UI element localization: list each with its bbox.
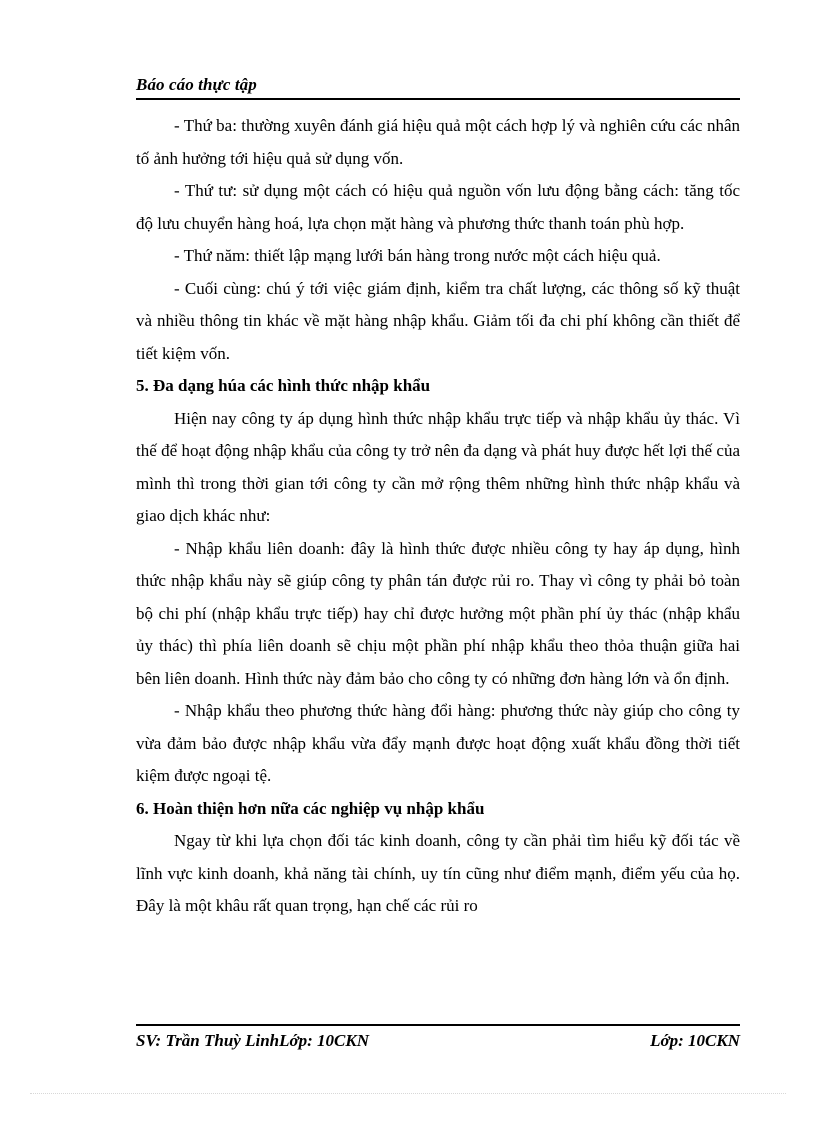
section-heading-5: 5. Đa dạng húa các hình thức nhập khẩu xyxy=(136,376,431,395)
paragraph-thu-tu: - Thứ tư: sử dụng một cách có hiệu quả nguồn vốn lưu động bằng cách: tăng tốc độ lưu chuyển hàng hoá, lựa chọn mặt hàng và phương thức thanh toán phù hợp. xyxy=(136,181,740,233)
paragraph-hang-doi-hang: - Nhập khẩu theo phương thức hàng đổi hàng: phương thức này giúp cho công ty vừa đảm bảo được nhập khẩu vừa đẩy mạnh được hoạt động xuất khẩu đồng thời tiết kiệm được ngoại tệ. xyxy=(136,701,740,785)
section-heading-6: 6. Hoàn thiện hơn nữa các nghiệp vụ nhập khẩu xyxy=(136,798,485,818)
paragraph-thu-ba: - Thứ ba: thường xuyên đánh giá hiệu quả một cách hợp lý và nghiên cứu các nhân tố ảnh hưởng tới hiệu quả sử dụng vốn. xyxy=(136,116,740,168)
paragraph-cuoi-cung: - Cuối cùng: chú ý tới việc giám định, kiểm tra chất lượng, các thông số kỹ thuật và nhiều thông tin khác về mặt hàng nhập khẩu. Giảm tối đa chi phí không cần thiết để tiết kiệm vốn. xyxy=(136,278,740,363)
document-body xyxy=(136,110,740,923)
header-title: Báo cáo thực tập xyxy=(136,75,257,94)
paragraph-hien-nay: Hiện nay công ty áp dụng hình thức nhập khẩu trực tiếp và nhập khẩu ủy thác. Vì thế để hoạt động nhập khẩu của công ty trở nên đa dạng và phát huy được hết lợi thế của mình thì trong thời gian tới công ty cần mở rộng thêm những hình thức nhập khẩu và giao dịch khác như: xyxy=(136,408,740,525)
page-bottom-divider xyxy=(30,1093,786,1094)
paragraph-ngay-tu-khi: Ngay từ khi lựa chọn đối tác kinh doanh, công ty cần phải tìm hiểu kỹ đối tác về lĩnh vực kinh doanh, khả năng tài chính, uy tín cũng như điểm mạnh, điểm yếu của họ. Đây là một khâu rất quan trọng, hạn chế các rủi ro xyxy=(136,831,740,915)
page-footer xyxy=(136,1024,740,1056)
paragraph-nhap-khau-lien-doanh: - Nhập khẩu liên doanh: đây là hình thức được nhiều công ty hay áp dụng, hình thức nhập khẩu này sẽ giúp công ty phân tán được rủi ro. Thay vì công ty phải bỏ toàn bộ chi phí (nhập khẩu trực tiếp) hay chỉ được hưởng một phần phí ủy thác (nhập khẩu ủy thác) thì phía liên doanh sẽ chịu một phần phí nhập khẩu theo thỏa thuận giữa hai bên liên doanh. Hình thức này đảm bảo cho công ty có những đơn hàng lớn và ổn định. xyxy=(136,538,740,688)
footer-student: SV: Trần Thuỳ LinhLớp: 10CKN xyxy=(136,1031,369,1050)
footer-class: Lớp: 10CKN xyxy=(650,1031,740,1050)
page-header xyxy=(136,72,740,100)
paragraph-thu-nam: - Thứ năm: thiết lập mạng lưới bán hàng trong nước một cách hiệu quả. xyxy=(174,246,661,265)
